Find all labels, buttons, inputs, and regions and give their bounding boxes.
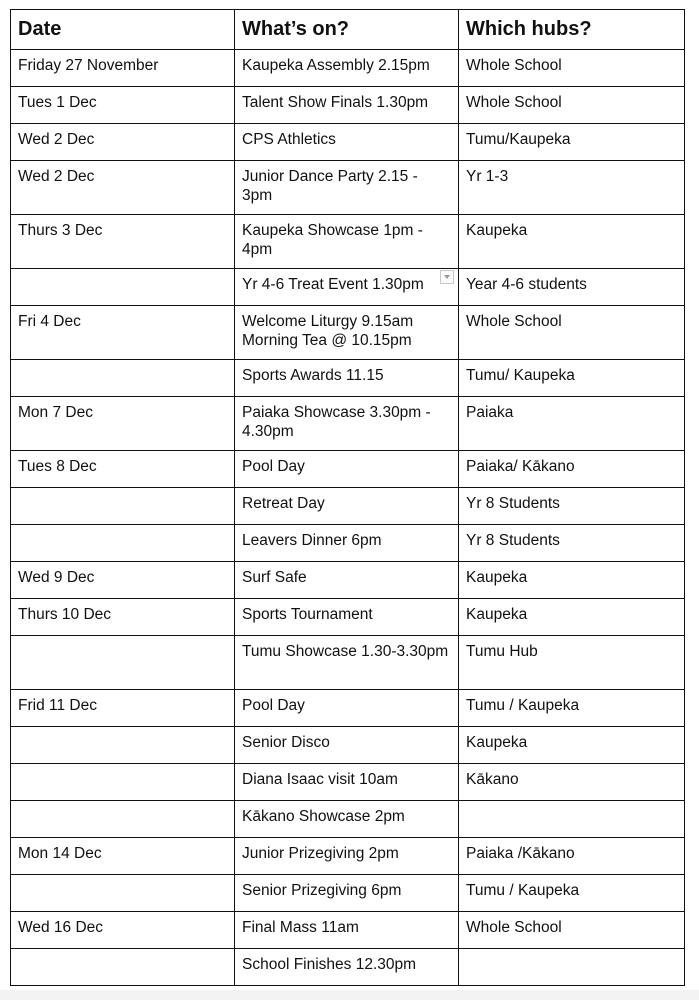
- event-cell: Kaupeka Showcase 1pm - 4pm: [235, 215, 459, 269]
- hubs-cell: Tumu / Kaupeka: [459, 690, 685, 727]
- event-cell: School Finishes 12.30pm: [235, 949, 459, 986]
- hubs-cell: Tumu/ Kaupeka: [459, 360, 685, 397]
- table-row: [11, 87, 685, 124]
- hubs-cell: Paiaka: [459, 397, 685, 451]
- table-row: [11, 360, 685, 397]
- table-row: [11, 875, 685, 912]
- hubs-cell: Yr 1-3: [459, 161, 685, 215]
- event-cell: CPS Athletics: [235, 124, 459, 161]
- date-cell: Wed 2 Dec: [11, 124, 235, 161]
- table-row: [11, 838, 685, 875]
- event-cell: Junior Prizegiving 2pm: [235, 838, 459, 875]
- date-cell: Wed 2 Dec: [11, 161, 235, 215]
- event-cell: Tumu Showcase 1.30-3.30pm: [235, 636, 459, 690]
- date-cell: [11, 269, 235, 306]
- date-cell: [11, 875, 235, 912]
- table-row: [11, 215, 685, 269]
- table-row: [11, 690, 685, 727]
- table-row: [11, 269, 685, 306]
- table-row: [11, 451, 685, 488]
- table-row: [11, 525, 685, 562]
- hubs-cell: Kaupeka: [459, 562, 685, 599]
- event-cell: Leavers Dinner 6pm: [235, 525, 459, 562]
- date-cell: [11, 801, 235, 838]
- event-cell: Junior Dance Party 2.15 - 3pm: [235, 161, 459, 215]
- date-cell: [11, 488, 235, 525]
- hubs-cell: Whole School: [459, 912, 685, 949]
- event-cell: Surf Safe: [235, 562, 459, 599]
- hubs-cell: Paiaka/ Kākano: [459, 451, 685, 488]
- header-date: Date: [11, 10, 235, 50]
- date-cell: Mon 14 Dec: [11, 838, 235, 875]
- hubs-cell: Paiaka /Kākano: [459, 838, 685, 875]
- hubs-cell: Kaupeka: [459, 215, 685, 269]
- date-cell: Tues 8 Dec: [11, 451, 235, 488]
- date-cell: Tues 1 Dec: [11, 87, 235, 124]
- date-cell: Frid 11 Dec: [11, 690, 235, 727]
- hubs-cell: Whole School: [459, 306, 685, 360]
- event-cell: Welcome Liturgy 9.15am Morning Tea @ 10.15pm: [235, 306, 459, 360]
- event-cell: Paiaka Showcase 3.30pm - 4.30pm: [235, 397, 459, 451]
- event-cell: Sports Tournament: [235, 599, 459, 636]
- event-cell: Pool Day: [235, 451, 459, 488]
- date-cell: [11, 360, 235, 397]
- header-which-hubs: Which hubs?: [459, 10, 685, 50]
- event-cell: Sports Awards 11.15: [235, 360, 459, 397]
- event-cell: Talent Show Finals 1.30pm: [235, 87, 459, 124]
- date-cell: Wed 16 Dec: [11, 912, 235, 949]
- table-row: [11, 124, 685, 161]
- hubs-cell: Year 4-6 students: [459, 269, 685, 306]
- table-row: [11, 801, 685, 838]
- date-cell: [11, 727, 235, 764]
- hubs-cell: [459, 949, 685, 986]
- event-cell: Senior Disco: [235, 727, 459, 764]
- hubs-cell: Yr 8 Students: [459, 525, 685, 562]
- event-cell: Diana Isaac visit 10am: [235, 764, 459, 801]
- event-cell: Senior Prizegiving 6pm: [235, 875, 459, 912]
- table-row: [11, 562, 685, 599]
- date-cell: Thurs 3 Dec: [11, 215, 235, 269]
- event-cell: Kaupeka Assembly 2.15pm: [235, 50, 459, 87]
- date-cell: Friday 27 November: [11, 50, 235, 87]
- event-cell: Yr 4-6 Treat Event 1.30pm: [235, 269, 459, 306]
- chevron-down-icon[interactable]: [440, 270, 454, 284]
- event-cell: Kākano Showcase 2pm: [235, 801, 459, 838]
- event-cell: Final Mass 11am: [235, 912, 459, 949]
- hubs-cell: Tumu Hub: [459, 636, 685, 690]
- date-cell: Wed 9 Dec: [11, 562, 235, 599]
- table-row: [11, 636, 685, 690]
- table-row: [11, 912, 685, 949]
- table-row: [11, 306, 685, 360]
- hubs-cell: Tumu / Kaupeka: [459, 875, 685, 912]
- date-cell: Mon 7 Dec: [11, 397, 235, 451]
- hubs-cell: Kaupeka: [459, 599, 685, 636]
- date-cell: [11, 949, 235, 986]
- date-cell: [11, 525, 235, 562]
- table-row: [11, 397, 685, 451]
- date-cell: Fri 4 Dec: [11, 306, 235, 360]
- date-cell: [11, 764, 235, 801]
- table-row: [11, 949, 685, 986]
- hubs-cell: Tumu/Kaupeka: [459, 124, 685, 161]
- date-cell: [11, 636, 235, 690]
- date-cell: Thurs 10 Dec: [11, 599, 235, 636]
- table-row: [11, 764, 685, 801]
- table-row: [11, 161, 685, 215]
- events-table: [10, 9, 685, 986]
- header-whats-on: What’s on?: [235, 10, 459, 50]
- hubs-cell: [459, 801, 685, 838]
- header-row: [11, 10, 685, 50]
- hubs-cell: Yr 8 Students: [459, 488, 685, 525]
- hubs-cell: Kaupeka: [459, 727, 685, 764]
- hubs-cell: Whole School: [459, 87, 685, 124]
- event-cell: Retreat Day: [235, 488, 459, 525]
- table-row: [11, 488, 685, 525]
- table-row: [11, 727, 685, 764]
- hubs-cell: Kākano: [459, 764, 685, 801]
- table-row: [11, 599, 685, 636]
- event-cell: Pool Day: [235, 690, 459, 727]
- hubs-cell: Whole School: [459, 50, 685, 87]
- table-row: [11, 50, 685, 87]
